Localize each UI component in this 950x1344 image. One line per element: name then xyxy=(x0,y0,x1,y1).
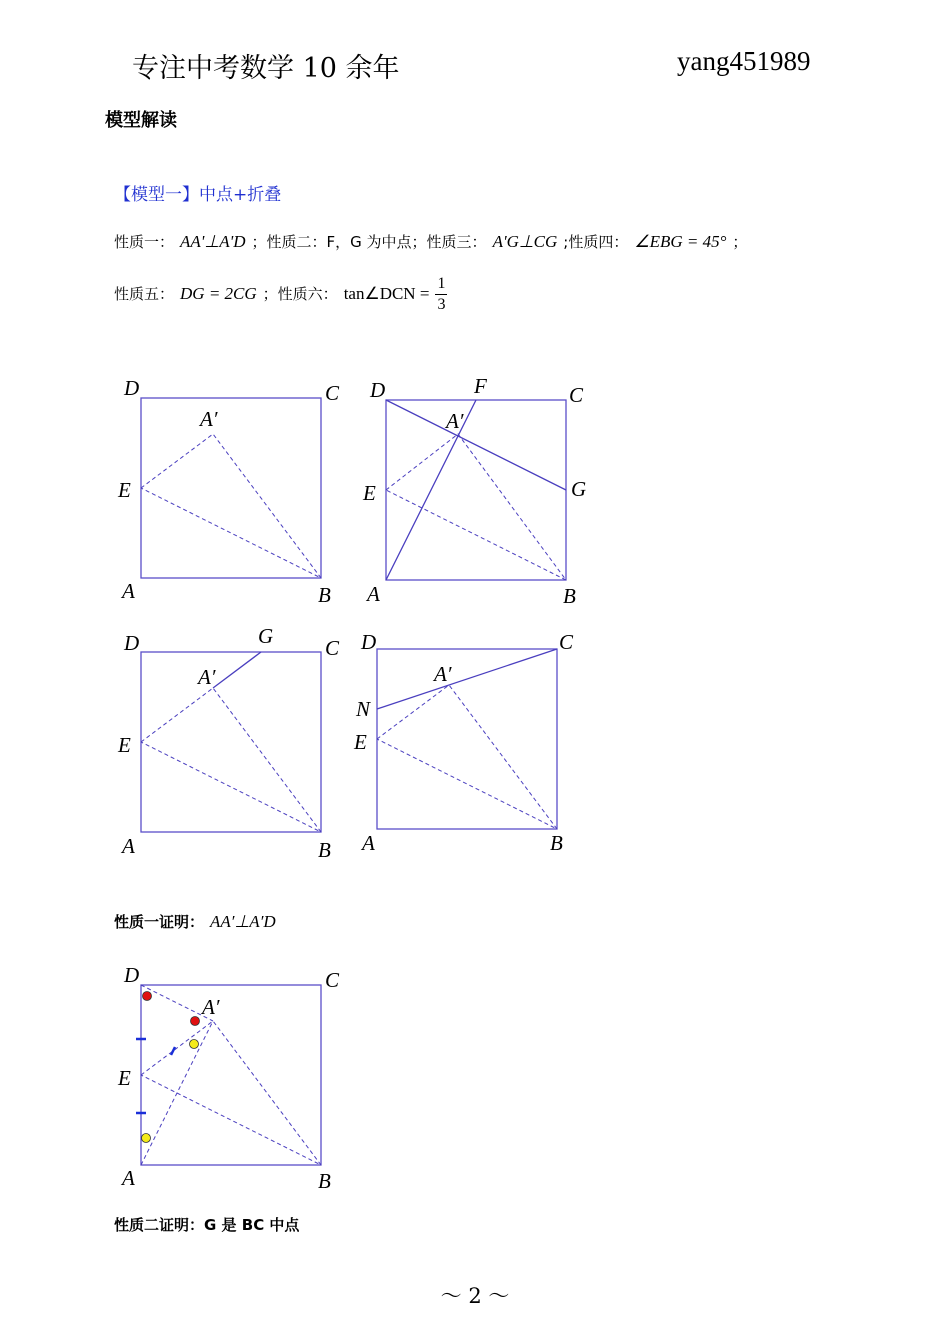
label-D: D xyxy=(124,631,140,655)
property-5-formula: DG = 2CG xyxy=(180,284,257,303)
red-dot xyxy=(191,1017,200,1026)
line-A-A-prime xyxy=(141,1021,213,1165)
label-G: G xyxy=(571,477,587,501)
label-A: A xyxy=(122,834,135,858)
fold-lines xyxy=(386,434,566,580)
label-C: C xyxy=(325,968,340,992)
label-B: B xyxy=(550,831,563,855)
square xyxy=(141,985,321,1165)
square xyxy=(141,652,321,832)
property-5-label: 性质五： xyxy=(114,285,175,303)
label-C: C xyxy=(325,381,340,405)
proof-1-heading xyxy=(114,911,276,932)
proof-1-label: 性质一证明： xyxy=(114,913,205,931)
label-N: N xyxy=(356,697,371,721)
label-B: B xyxy=(318,838,331,862)
label-E: E xyxy=(118,1066,131,1090)
fraction-numerator: 1 xyxy=(435,274,447,295)
label-C: C xyxy=(559,630,574,654)
figure-3 xyxy=(117,624,340,862)
label-A-prime: A′ xyxy=(434,662,452,686)
square xyxy=(377,649,557,829)
header-left-text: 专注中考数学 10 余年 xyxy=(132,53,400,84)
label-D: D xyxy=(361,630,377,654)
label-D: D xyxy=(124,376,140,400)
figure-1 xyxy=(117,376,340,607)
square xyxy=(141,398,321,578)
yellow-dot xyxy=(190,1040,199,1049)
property-4-formula: ∠EBG = 45° xyxy=(634,232,727,251)
label-E: E xyxy=(118,733,131,757)
label-A-prime: A′ xyxy=(198,665,216,689)
label-B: B xyxy=(318,583,331,607)
fold-lines xyxy=(377,685,557,829)
line-A-prime-G xyxy=(213,652,261,688)
label-A-prime: A′ xyxy=(200,407,218,431)
property-2-text: ；性质二：F，G 为中点；性质三： xyxy=(251,233,487,251)
fraction-denominator: 3 xyxy=(437,296,446,313)
page-number: ～ 2 ～ xyxy=(440,1284,510,1308)
label-E: E xyxy=(118,478,131,502)
section-title: 模型解读 xyxy=(105,110,177,131)
label-A: A xyxy=(122,1166,135,1190)
figure-4 xyxy=(353,630,574,855)
label-D: D xyxy=(370,378,386,402)
model-title: 【模型一】中点+折叠 xyxy=(114,185,282,205)
red-dot xyxy=(143,992,152,1001)
square xyxy=(386,400,566,580)
property-1-formula: AA'⊥A'D xyxy=(180,232,246,251)
label-A-prime: A′ xyxy=(446,409,464,433)
yellow-dot xyxy=(142,1134,151,1143)
proof-1-formula: AA′⊥A′D xyxy=(210,912,276,931)
label-A: A xyxy=(362,831,375,855)
label-A: A xyxy=(122,579,135,603)
property-3-formula: A'G⊥CG xyxy=(492,232,558,251)
fold-lines xyxy=(141,434,321,578)
header-right-text: yang451989 xyxy=(677,46,811,76)
tick-mark xyxy=(171,1047,175,1055)
label-E: E xyxy=(363,481,376,505)
label-E: E xyxy=(354,730,367,754)
figure-proof-1 xyxy=(117,963,340,1193)
label-C: C xyxy=(325,636,340,660)
label-B: B xyxy=(318,1169,331,1193)
fold-lines xyxy=(141,688,321,832)
proof-2-heading: 性质二证明：G 是 BC 中点 xyxy=(114,1216,300,1234)
label-A: A xyxy=(367,582,380,606)
figure-2 xyxy=(362,374,586,608)
label-D: D xyxy=(124,963,140,987)
label-B: B xyxy=(563,584,576,608)
line-NC xyxy=(377,649,557,709)
line-DG xyxy=(386,400,566,490)
label-C: C xyxy=(569,383,584,407)
label-G: G xyxy=(258,624,274,648)
property-6-label: ；性质六： xyxy=(262,285,338,303)
label-F: F xyxy=(474,374,487,398)
property-6-formula: tan∠DCN = xyxy=(343,284,430,303)
property-1-label: 性质一： xyxy=(114,233,175,251)
label-A-prime: A′ xyxy=(202,995,220,1019)
line-end: ； xyxy=(732,233,748,251)
fold-lines xyxy=(141,1021,321,1165)
property-4-label: ;性质四： xyxy=(563,233,629,251)
